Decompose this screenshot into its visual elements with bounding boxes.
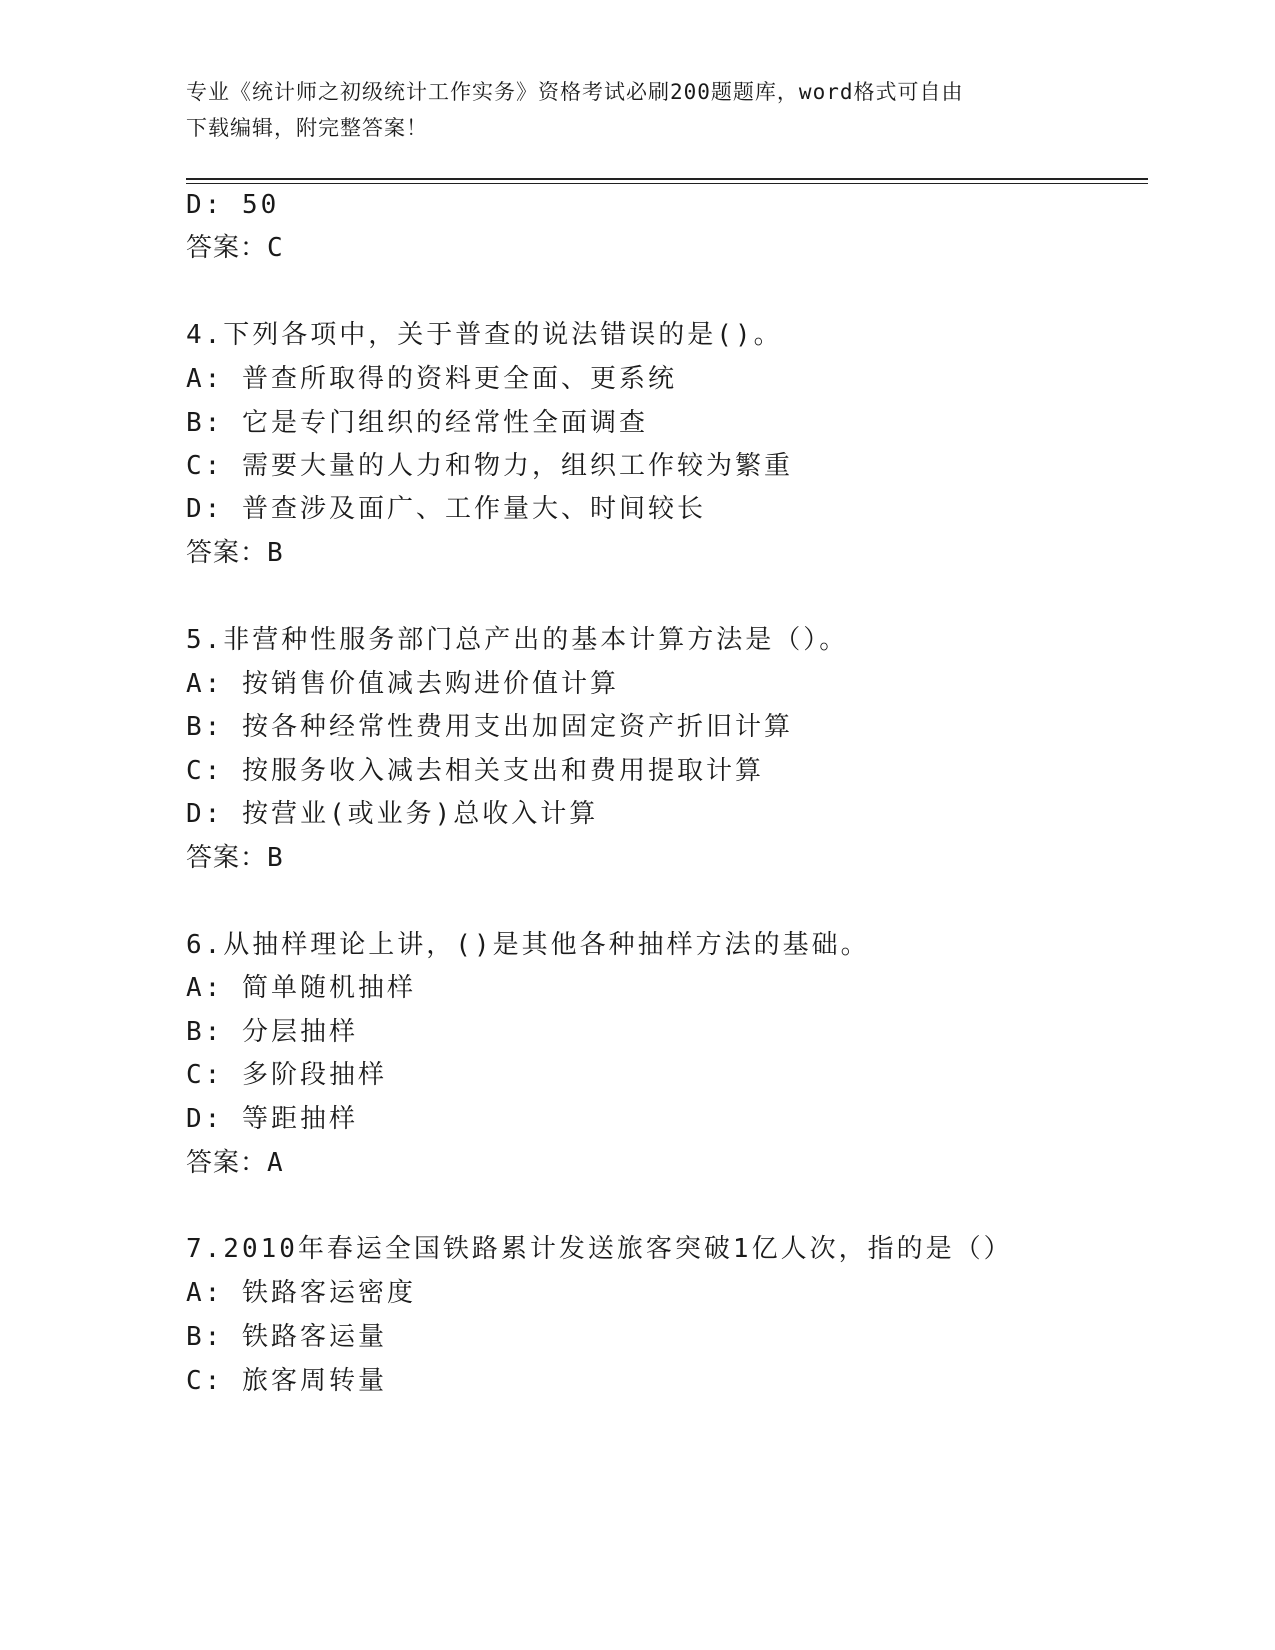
q4-question: 4.下列各项中，关于普查的说法错误的是()。 <box>186 320 783 350</box>
q5-option-d: D: 按营业(或业务)总收入计算 <box>186 799 599 829</box>
header-title-line-1: 专业《统计师之初级统计工作实务》资格考试必刷200题题库，word格式可自由 <box>186 80 964 104</box>
q5-option-b: B: 按各种经常性费用支出加固定资产折旧计算 <box>186 712 793 742</box>
header-rule-thin <box>186 183 1148 184</box>
q6-option-a: A: 简单随机抽样 <box>186 973 416 1003</box>
q4-option-a: A: 普查所取得的资料更全面、更系统 <box>186 364 677 394</box>
q3-answer: 答案：C <box>186 233 284 263</box>
q5-question: 5.非营种性服务部门总产出的基本计算方法是（）。 <box>186 625 849 655</box>
q4-option-c: C: 需要大量的人力和物力，组织工作较为繁重 <box>186 451 793 481</box>
q3-option-d: D: 50 <box>186 190 280 220</box>
q6-option-d: D: 等距抽样 <box>186 1104 358 1134</box>
q5-answer: 答案：B <box>186 843 284 873</box>
q4-answer: 答案：B <box>186 538 284 568</box>
header-rule-thick <box>186 178 1148 180</box>
q6-question: 6.从抽样理论上讲，()是其他各种抽样方法的基础。 <box>186 930 870 960</box>
q6-option-c: C: 多阶段抽样 <box>186 1060 387 1090</box>
q6-answer: 答案：A <box>186 1148 284 1178</box>
q7-option-c: C: 旅客周转量 <box>186 1366 387 1396</box>
q7-option-b: B: 铁路客运量 <box>186 1322 387 1352</box>
q7-question: 7.2010年春运全国铁路累计发送旅客突破1亿人次，指的是（） <box>186 1234 1013 1264</box>
q5-option-c: C: 按服务收入减去相关支出和费用提取计算 <box>186 756 764 786</box>
q6-option-b: B: 分层抽样 <box>186 1017 358 1047</box>
q4-option-b: B: 它是专门组织的经常性全面调查 <box>186 408 648 438</box>
header-title-line-2: 下载编辑，附完整答案！ <box>186 116 428 140</box>
q7-option-a: A: 铁路客运密度 <box>186 1278 416 1308</box>
document-header <box>186 74 1086 146</box>
q4-option-d: D: 普查涉及面广、工作量大、时间较长 <box>186 494 706 524</box>
q5-option-a: A: 按销售价值减去购进价值计算 <box>186 669 619 699</box>
